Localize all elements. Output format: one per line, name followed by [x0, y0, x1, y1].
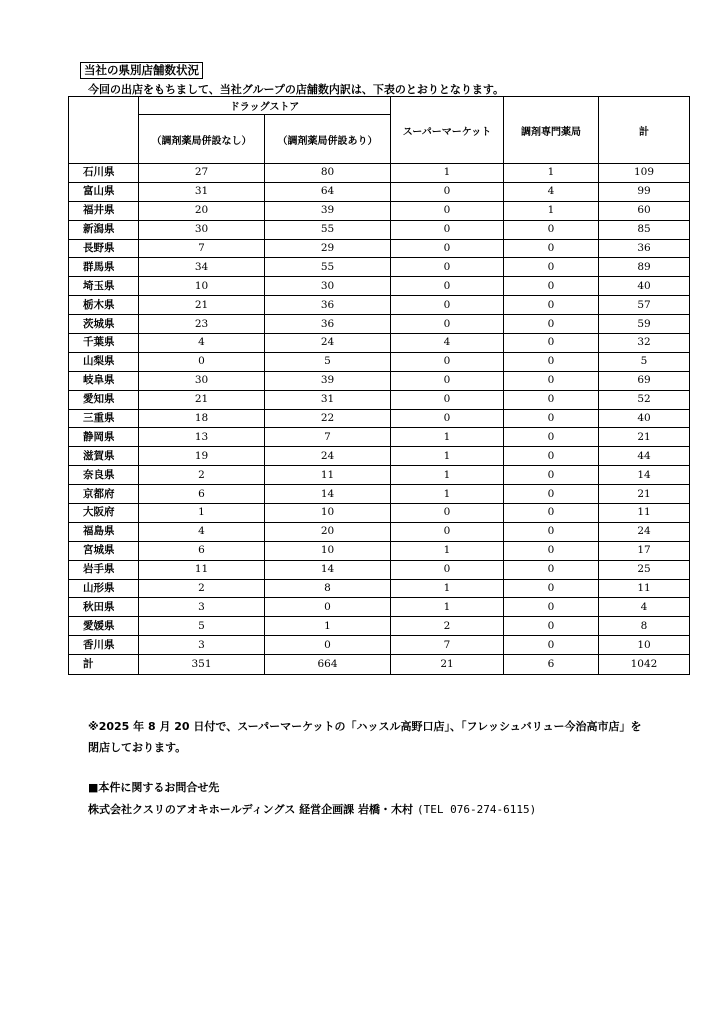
total-count: 57	[599, 296, 690, 315]
pharmacy-count: 0	[504, 315, 599, 334]
header-drugstore-no-pharmacy: （調剤薬局併設なし）	[139, 115, 265, 164]
table-row	[69, 277, 690, 296]
total-count: 5	[599, 352, 690, 371]
table-row	[69, 428, 690, 447]
supermarket-count: 0	[391, 201, 504, 220]
supermarket-count: 1	[391, 541, 504, 560]
drugstore-no-pharmacy-count: 4	[139, 334, 265, 353]
supermarket-count: 1	[391, 447, 504, 466]
pharmacy-count: 0	[504, 598, 599, 617]
table-row	[69, 541, 690, 560]
total-count: 69	[599, 371, 690, 390]
pharmacy-count: 0	[504, 428, 599, 447]
pharmacy-count: 0	[504, 296, 599, 315]
drugstore-with-pharmacy-count: 14	[265, 560, 391, 579]
drugstore-with-pharmacy-count: 30	[265, 277, 391, 296]
drugstore-with-pharmacy-count: 36	[265, 315, 391, 334]
table-row	[69, 636, 690, 655]
drugstore-with-pharmacy-count: 29	[265, 239, 391, 258]
total-count: 25	[599, 560, 690, 579]
supermarket-count: 0	[391, 220, 504, 239]
total-count: 89	[599, 258, 690, 277]
prefecture-name: 岐阜県	[69, 371, 139, 390]
prefecture-name: 宮城県	[69, 541, 139, 560]
drugstore-no-pharmacy-count: 18	[139, 409, 265, 428]
pharmacy-count: 0	[504, 617, 599, 636]
supermarket-count: 2	[391, 617, 504, 636]
drugstore-no-pharmacy-count: 6	[139, 541, 265, 560]
table-row	[69, 315, 690, 334]
drugstore-with-pharmacy-count: 5	[265, 352, 391, 371]
drugstore-with-pharmacy-count: 11	[265, 466, 391, 485]
total-count: 1042	[599, 655, 690, 675]
drugstore-with-pharmacy-count: 39	[265, 371, 391, 390]
table-row	[69, 598, 690, 617]
pharmacy-count: 0	[504, 239, 599, 258]
total-count: 14	[599, 466, 690, 485]
table-row	[69, 220, 690, 239]
drugstore-with-pharmacy-count: 22	[265, 409, 391, 428]
prefecture-name: 福島県	[69, 522, 139, 541]
table-row	[69, 390, 690, 409]
contact-heading: ■本件に関するお問合せ先	[88, 781, 220, 794]
drugstore-with-pharmacy-count: 10	[265, 541, 391, 560]
contact-organization: 株式会社クスリのアオキホールディングス 経営企画課 岩橋・木村	[88, 803, 414, 816]
supermarket-count: 21	[391, 655, 504, 675]
drugstore-with-pharmacy-count: 24	[265, 334, 391, 353]
prefecture-name: 秋田県	[69, 598, 139, 617]
total-count: 109	[599, 164, 690, 183]
prefecture-name: 愛知県	[69, 390, 139, 409]
supermarket-count: 0	[391, 258, 504, 277]
pharmacy-count: 0	[504, 258, 599, 277]
drugstore-with-pharmacy-count: 7	[265, 428, 391, 447]
drugstore-with-pharmacy-count: 55	[265, 220, 391, 239]
prefecture-name: 埼玉県	[69, 277, 139, 296]
header-supermarket: スーパーマーケット	[391, 97, 504, 164]
total-count: 4	[599, 598, 690, 617]
total-count: 59	[599, 315, 690, 334]
table-row	[69, 409, 690, 428]
pharmacy-count: 1	[504, 201, 599, 220]
prefecture-name: 三重県	[69, 409, 139, 428]
pharmacy-count: 0	[504, 390, 599, 409]
table-row	[69, 334, 690, 353]
header-pharmacy: 調剤専門薬局	[504, 97, 599, 164]
table-row	[69, 182, 690, 201]
supermarket-count: 0	[391, 352, 504, 371]
drugstore-with-pharmacy-count: 31	[265, 390, 391, 409]
table-row	[69, 296, 690, 315]
prefecture-name: 愛媛県	[69, 617, 139, 636]
supermarket-count: 1	[391, 598, 504, 617]
header-drugstore-group: ドラッグストア	[139, 97, 391, 115]
drugstore-no-pharmacy-count: 11	[139, 560, 265, 579]
drugstore-with-pharmacy-count: 664	[265, 655, 391, 675]
total-count: 36	[599, 239, 690, 258]
drugstore-no-pharmacy-count: 10	[139, 277, 265, 296]
header-drugstore-with-pharmacy: （調剤薬局併設あり）	[265, 115, 391, 164]
drugstore-with-pharmacy-count: 36	[265, 296, 391, 315]
table-row	[69, 201, 690, 220]
total-row	[69, 655, 690, 675]
pharmacy-count: 6	[504, 655, 599, 675]
table-row	[69, 239, 690, 258]
prefecture-name: 山梨県	[69, 352, 139, 371]
table-row	[69, 560, 690, 579]
drugstore-no-pharmacy-count: 2	[139, 579, 265, 598]
drugstore-no-pharmacy-count: 19	[139, 447, 265, 466]
total-count: 8	[599, 617, 690, 636]
drugstore-no-pharmacy-count: 20	[139, 201, 265, 220]
pharmacy-count: 1	[504, 164, 599, 183]
prefecture-name: 大阪府	[69, 504, 139, 523]
prefecture-name: 香川県	[69, 636, 139, 655]
supermarket-count: 0	[391, 296, 504, 315]
pharmacy-count: 0	[504, 352, 599, 371]
pharmacy-count: 0	[504, 560, 599, 579]
supermarket-count: 0	[391, 390, 504, 409]
drugstore-with-pharmacy-count: 20	[265, 522, 391, 541]
total-label: 計	[69, 655, 139, 675]
header-total: 計	[599, 97, 690, 164]
total-count: 40	[599, 409, 690, 428]
store-count-table	[68, 96, 690, 675]
drugstore-no-pharmacy-count: 21	[139, 296, 265, 315]
total-count: 60	[599, 201, 690, 220]
drugstore-with-pharmacy-count: 39	[265, 201, 391, 220]
total-count: 21	[599, 428, 690, 447]
drugstore-with-pharmacy-count: 80	[265, 164, 391, 183]
drugstore-no-pharmacy-count: 34	[139, 258, 265, 277]
drugstore-no-pharmacy-count: 27	[139, 164, 265, 183]
pharmacy-count: 0	[504, 277, 599, 296]
drugstore-with-pharmacy-count: 0	[265, 636, 391, 655]
drugstore-no-pharmacy-count: 1	[139, 504, 265, 523]
drugstore-with-pharmacy-count: 8	[265, 579, 391, 598]
total-count: 10	[599, 636, 690, 655]
table-row	[69, 164, 690, 183]
pharmacy-count: 0	[504, 485, 599, 504]
supermarket-count: 0	[391, 182, 504, 201]
table-row	[69, 617, 690, 636]
total-count: 11	[599, 504, 690, 523]
prefecture-name: 滋賀県	[69, 447, 139, 466]
drugstore-no-pharmacy-count: 30	[139, 371, 265, 390]
pharmacy-count: 0	[504, 220, 599, 239]
closure-note	[88, 716, 688, 758]
drugstore-no-pharmacy-count: 6	[139, 485, 265, 504]
table-row	[69, 371, 690, 390]
supermarket-count: 1	[391, 164, 504, 183]
drugstore-no-pharmacy-count: 13	[139, 428, 265, 447]
prefecture-name: 山形県	[69, 579, 139, 598]
pharmacy-count: 0	[504, 466, 599, 485]
pharmacy-count: 0	[504, 334, 599, 353]
drugstore-no-pharmacy-count: 2	[139, 466, 265, 485]
pharmacy-count: 4	[504, 182, 599, 201]
prefecture-name: 京都府	[69, 485, 139, 504]
supermarket-count: 0	[391, 409, 504, 428]
table-row	[69, 522, 690, 541]
supermarket-count: 0	[391, 504, 504, 523]
drugstore-no-pharmacy-count: 31	[139, 182, 265, 201]
total-count: 24	[599, 522, 690, 541]
drugstore-no-pharmacy-count: 351	[139, 655, 265, 675]
prefecture-name: 岩手県	[69, 560, 139, 579]
closure-note-line-1: ※2025 年 8 月 20 日付で、スーパーマーケットの「ハッスル高野口店」、「フレッシュバリュー今治高市店」を	[88, 720, 642, 733]
supermarket-count: 1	[391, 428, 504, 447]
table-row	[69, 447, 690, 466]
header-prefecture	[69, 97, 139, 164]
table-row	[69, 485, 690, 504]
pharmacy-count: 0	[504, 541, 599, 560]
closure-note-line-2: 閉店しております。	[88, 741, 187, 754]
table-row	[69, 258, 690, 277]
total-count: 11	[599, 579, 690, 598]
drugstore-no-pharmacy-count: 4	[139, 522, 265, 541]
intro-text: 今回の出店をもちまして、当社グループの店舗数内訳は、下表のとおりとなります。	[88, 83, 505, 96]
total-count: 17	[599, 541, 690, 560]
supermarket-count: 0	[391, 239, 504, 258]
contact-phone: (TEL 076-274-6115)	[417, 803, 537, 816]
total-count: 32	[599, 334, 690, 353]
drugstore-with-pharmacy-count: 64	[265, 182, 391, 201]
total-count: 52	[599, 390, 690, 409]
drugstore-with-pharmacy-count: 10	[265, 504, 391, 523]
total-count: 40	[599, 277, 690, 296]
supermarket-count: 0	[391, 315, 504, 334]
prefecture-name: 栃木県	[69, 296, 139, 315]
drugstore-no-pharmacy-count: 0	[139, 352, 265, 371]
pharmacy-count: 0	[504, 579, 599, 598]
prefecture-name: 静岡県	[69, 428, 139, 447]
supermarket-count: 4	[391, 334, 504, 353]
pharmacy-count: 0	[504, 522, 599, 541]
drugstore-with-pharmacy-count: 55	[265, 258, 391, 277]
prefecture-name: 奈良県	[69, 466, 139, 485]
prefecture-name: 群馬県	[69, 258, 139, 277]
table-row	[69, 352, 690, 371]
total-count: 85	[599, 220, 690, 239]
supermarket-count: 0	[391, 560, 504, 579]
prefecture-name: 千葉県	[69, 334, 139, 353]
total-count: 21	[599, 485, 690, 504]
prefecture-name: 茨城県	[69, 315, 139, 334]
prefecture-name: 石川県	[69, 164, 139, 183]
drugstore-no-pharmacy-count: 5	[139, 617, 265, 636]
supermarket-count: 7	[391, 636, 504, 655]
pharmacy-count: 0	[504, 636, 599, 655]
drugstore-no-pharmacy-count: 23	[139, 315, 265, 334]
drugstore-with-pharmacy-count: 1	[265, 617, 391, 636]
drugstore-with-pharmacy-count: 0	[265, 598, 391, 617]
pharmacy-count: 0	[504, 371, 599, 390]
supermarket-count: 1	[391, 485, 504, 504]
pharmacy-count: 0	[504, 409, 599, 428]
prefecture-name: 新潟県	[69, 220, 139, 239]
total-count: 99	[599, 182, 690, 201]
table-row	[69, 504, 690, 523]
contact-info	[88, 801, 536, 817]
drugstore-no-pharmacy-count: 30	[139, 220, 265, 239]
prefecture-name: 長野県	[69, 239, 139, 258]
table-row	[69, 466, 690, 485]
pharmacy-count: 0	[504, 447, 599, 466]
supermarket-count: 0	[391, 522, 504, 541]
supermarket-count: 1	[391, 579, 504, 598]
drugstore-no-pharmacy-count: 3	[139, 598, 265, 617]
section-title: 当社の県別店舗数状況	[80, 62, 203, 79]
drugstore-with-pharmacy-count: 14	[265, 485, 391, 504]
drugstore-no-pharmacy-count: 3	[139, 636, 265, 655]
supermarket-count: 0	[391, 277, 504, 296]
pharmacy-count: 0	[504, 504, 599, 523]
drugstore-no-pharmacy-count: 21	[139, 390, 265, 409]
supermarket-count: 0	[391, 371, 504, 390]
table-row	[69, 579, 690, 598]
supermarket-count: 1	[391, 466, 504, 485]
drugstore-no-pharmacy-count: 7	[139, 239, 265, 258]
prefecture-name: 福井県	[69, 201, 139, 220]
drugstore-with-pharmacy-count: 24	[265, 447, 391, 466]
total-count: 44	[599, 447, 690, 466]
prefecture-name: 富山県	[69, 182, 139, 201]
